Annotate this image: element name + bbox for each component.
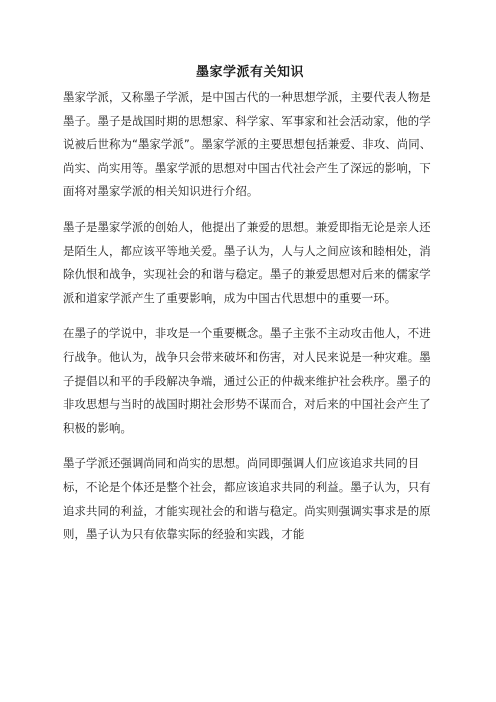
paragraph-universal-love: 墨子是墨家学派的创始人，他提出了兼爱的思想。兼爱即指无论是亲人还是陌生人，都应该平等地关爱。墨子认为，人与人之间应该和睦相处，消除仇恨和战争，实现社会的和谐与稳定。墨子的兼爱思想对后来的儒家学派和道家学派产生了重要影响，成为中国古代思想中的重要一环。	[63, 219, 431, 305]
paragraph-shangtong-shangshi: 墨子学派还强调尚同和尚实的思想。尚同即强调人们应该追求共同的目标，不论是个体还是整个社会，都应该追求共同的利益。墨子认为，只有追求共同的利益，才能实现社会的和谐与稳定。尚实则强调实事求是的原则，墨子认为只有依靠实际的经验和实践，才能	[63, 456, 431, 542]
paragraph-non-aggression: 在墨子的学说中，非攻是一个重要概念。墨子主张不主动攻击他人，不进行战争。他认为，战争只会带来破坏和伤害，对人民来说是一种灾难。墨子提倡以和平的手段解决争端，通过公正的仲裁来维护社会秩序。墨子的非攻思想与当时的战国时期社会形势不谋而合，对后来的中国社会产生了积极的影响。	[63, 326, 431, 435]
paragraph-intro: 墨家学派，又称墨子学派，是中国古代的一种思想学派，主要代表人物是墨子。墨子是战国时期的思想家、科学家、军事家和社会活动家，他的学说被后世称为“墨家学派”。墨家学派的主要思想包括兼爱、非攻、尚同、尚实、尚实用等。墨家学派的思想对中国古代社会产生了深远的影响，下面将对墨家学派的相关知识进行介绍。	[63, 90, 432, 199]
document-title: 墨家学派有关知识	[195, 65, 304, 80]
